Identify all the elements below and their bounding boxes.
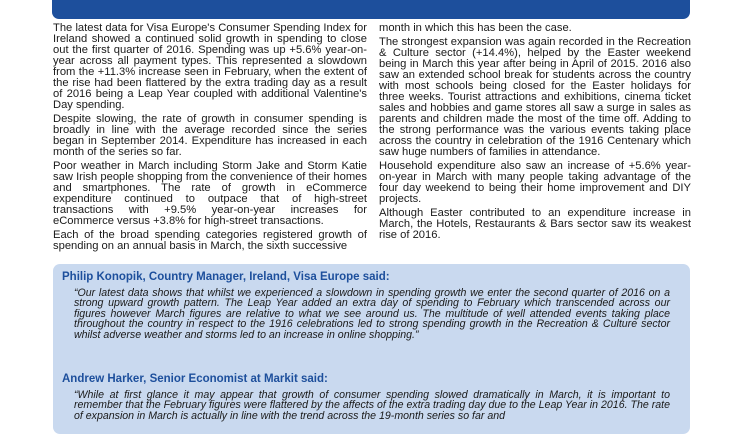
paragraph: Although Easter contributed to an expenditure increase in March, the Hotels, Restaurants & Bars sector saw its weakest rise of 2016. [379, 207, 691, 241]
right-text-column [379, 23, 691, 244]
quotes-panel [53, 264, 690, 434]
paragraph: The latest data for Visa Europe's Consumer Spending Index for Ireland showed a continued solid growth in spending to close out the first quarter of 2016. Spending was up +5.6% year-on-year across all payment types. This represented a slowdown from the +11.3% increase seen in February, when the extent of the rise had been flattered by the extra trading day as a result of 2016 being a Leap Year coupled with additional Valentine's Day spending. [53, 22, 367, 111]
header-banner [52, 0, 690, 19]
paragraph: month in which this has been the case. [379, 22, 572, 34]
paragraph: Poor weather in March including Storm Jake and Storm Katie saw Irish people shopping from the convenience of their homes and smartphones. The rate of growth in eCommerce expenditure continued to outpace that of high-street transactions with +9.5% year-on-year increases for eCommerce versus +3.8% for high-street transactions. [53, 160, 367, 227]
quote-speaker: Philip Konopik, Country Manager, Ireland, Visa Europe said: [62, 271, 390, 283]
paragraph: Household expenditure also saw an increase of +5.6% year-on-year in March with many people taking advantage of the four day weekend to being their home improvement and DIY projects. [379, 160, 691, 205]
paragraph: The strongest expansion was again recorded in the Recreation & Culture sector (+14.4%), helped by the Easter weekend being in March this year after being in April of 2015. 2016 also saw an extended school break for students across the country with most schools being closed for the Easter holidays for three weeks. Tourist attractions and exhibitions, cinema ticket sales and hobbies and game stores all saw a surge in sales as parents and children made the most of the time off. Adding to the strong performance was the various events taking place across the country in celebration of the 1916 Centenary which saw huge numbers of families in attendance. [379, 36, 691, 158]
quote-text: “Our latest data shows that whilst we experienced a slowdown in spending growth we enter the second quarter of 2016 on a strong upward growth pattern. The Leap Year added an extra day of spending to February which transcended across our figures however March figures are relative to what we see around us. The multitude of well attended events taking place throughout the country in respect to the 1916 celebrations led to strong spending growth in the Recreation & Culture sector whilst adverse weather and storms led to an increase in online shopping.” [74, 287, 670, 341]
paragraph: Each of the broad spending categories registered growth of spending on an annual basis in March, the sixth successive [53, 229, 367, 252]
quote-speaker: Andrew Harker, Senior Economist at Markit said: [62, 373, 328, 385]
left-text-column [53, 23, 367, 255]
quote-text: “While at first glance it may appear that growth of consumer spending slowed dramatically in March, it is important to remember that the February figures were flattered by the affects of the extra trading day due to the Leap Year in 2016. The rate of expansion in March is actually in line with the trend across the 19-month series so far and [74, 389, 670, 422]
paragraph: Despite slowing, the rate of growth in consumer spending is broadly in line with the average recorded since the series began in September 2014. Expenditure has increased in each month of the series so far. [53, 113, 367, 158]
